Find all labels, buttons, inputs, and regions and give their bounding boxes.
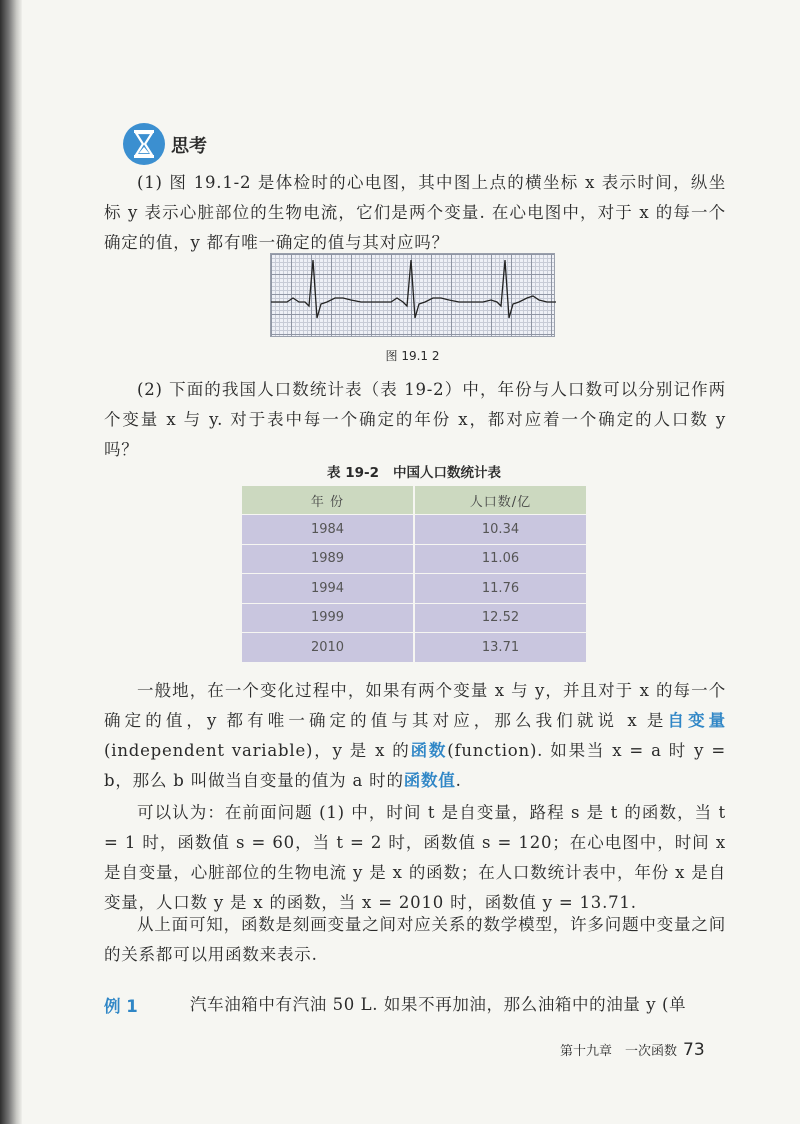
cell-year: 1994 (242, 574, 414, 604)
definition-paragraph (104, 676, 726, 796)
term-function-value: 函数值 (403, 771, 456, 790)
population-table (242, 486, 586, 662)
explanation-paragraph: 可以认为：在前面问题 (1) 中，时间 t 是自变量，路程 s 是 t 的函数，当 t = 1 时，函数值 s = 60，当 t = 2 时，函数值 s = 120；在心电图中，时间 x 是自变量，心脏部位的生物电流 y 是 x 的函数；在人口数统计表中，年份 x 是自变量，人口数 y 是 x 的函数，当 x = 2010 时，函数值 y = 13.71. (104, 803, 726, 912)
figure-caption: 图 19.1 2 (385, 349, 440, 363)
header-year: 年 份 (242, 486, 414, 515)
definition-text-b: (independent variable)，y 是 x 的 (104, 741, 411, 760)
page-number: 73 (683, 1040, 705, 1060)
cell-population: 11.76 (414, 574, 586, 604)
page-binding-edge (0, 0, 22, 1124)
cell-population: 12.52 (414, 603, 586, 633)
thinking-hourglass-icon (122, 122, 166, 166)
cell-population: 10.34 (414, 515, 586, 545)
definition-text-d: . (455, 771, 462, 790)
table-row (242, 544, 586, 574)
table-title (242, 461, 586, 481)
summary-paragraph: 从上面可知，函数是刻画变量之间对应关系的数学模型，许多问题中变量之间的关系都可以用函数来表示. (104, 915, 726, 964)
table-row (242, 603, 586, 633)
table-row (242, 633, 586, 662)
table-number: 表 19-2 (327, 465, 379, 481)
page-footer (560, 1040, 705, 1060)
cell-year: 1989 (242, 544, 414, 574)
chapter-title: 第十九章 一次函数 (560, 1044, 678, 1059)
table-row (242, 574, 586, 604)
table-row (242, 515, 586, 545)
example-text: 汽车油箱中有汽油 50 L. 如果不再加油，那么油箱中的油量 y (单 (190, 995, 687, 1014)
term-independent-variable: 自变量 (667, 711, 726, 730)
definition-text-a: 一般地，在一个变化过程中，如果有两个变量 x 与 y，并且对于 x 的每一个确定的值，y 都有唯一确定的值与其对应，那么我们就说 x 是 (104, 681, 726, 730)
header-population: 人口数/亿 (414, 486, 586, 515)
cell-year: 1999 (242, 603, 414, 633)
definition-text-c: (function). 如果当 x = a 时 y = b，那么 b 叫做当自变量的值为 a 时的 (104, 741, 726, 790)
question-1: (1) 图 19.1-2 是体检时的心电图，其中图上点的横坐标 x 表示时间，纵坐标 y 表示心脏部位的生物电流，它们是两个变量. 在心电图中，对于 x 的每一个确定的值，y 都有唯一确定的值与其对应吗？ (104, 173, 726, 252)
ecg-trace (271, 254, 556, 338)
cell-year: 1984 (242, 515, 414, 545)
cell-population: 13.71 (414, 633, 586, 662)
term-function: 函数 (410, 741, 448, 760)
ecg-figure (270, 253, 555, 337)
example-label: 例 1 (104, 997, 138, 1016)
table-header-row (242, 486, 586, 515)
table-name: 中国人口数统计表 (392, 465, 501, 481)
cell-year: 2010 (242, 633, 414, 662)
question-2: (2) 下面的我国人口数统计表（表 19-2）中，年份与人口数可以分别记作两个变量 x 与 y. 对于表中每一个确定的年份 x，都对应着一个确定的人口数 y 吗？ (104, 380, 726, 459)
cell-population: 11.06 (414, 544, 586, 574)
thinking-heading: 思考 (171, 136, 207, 157)
